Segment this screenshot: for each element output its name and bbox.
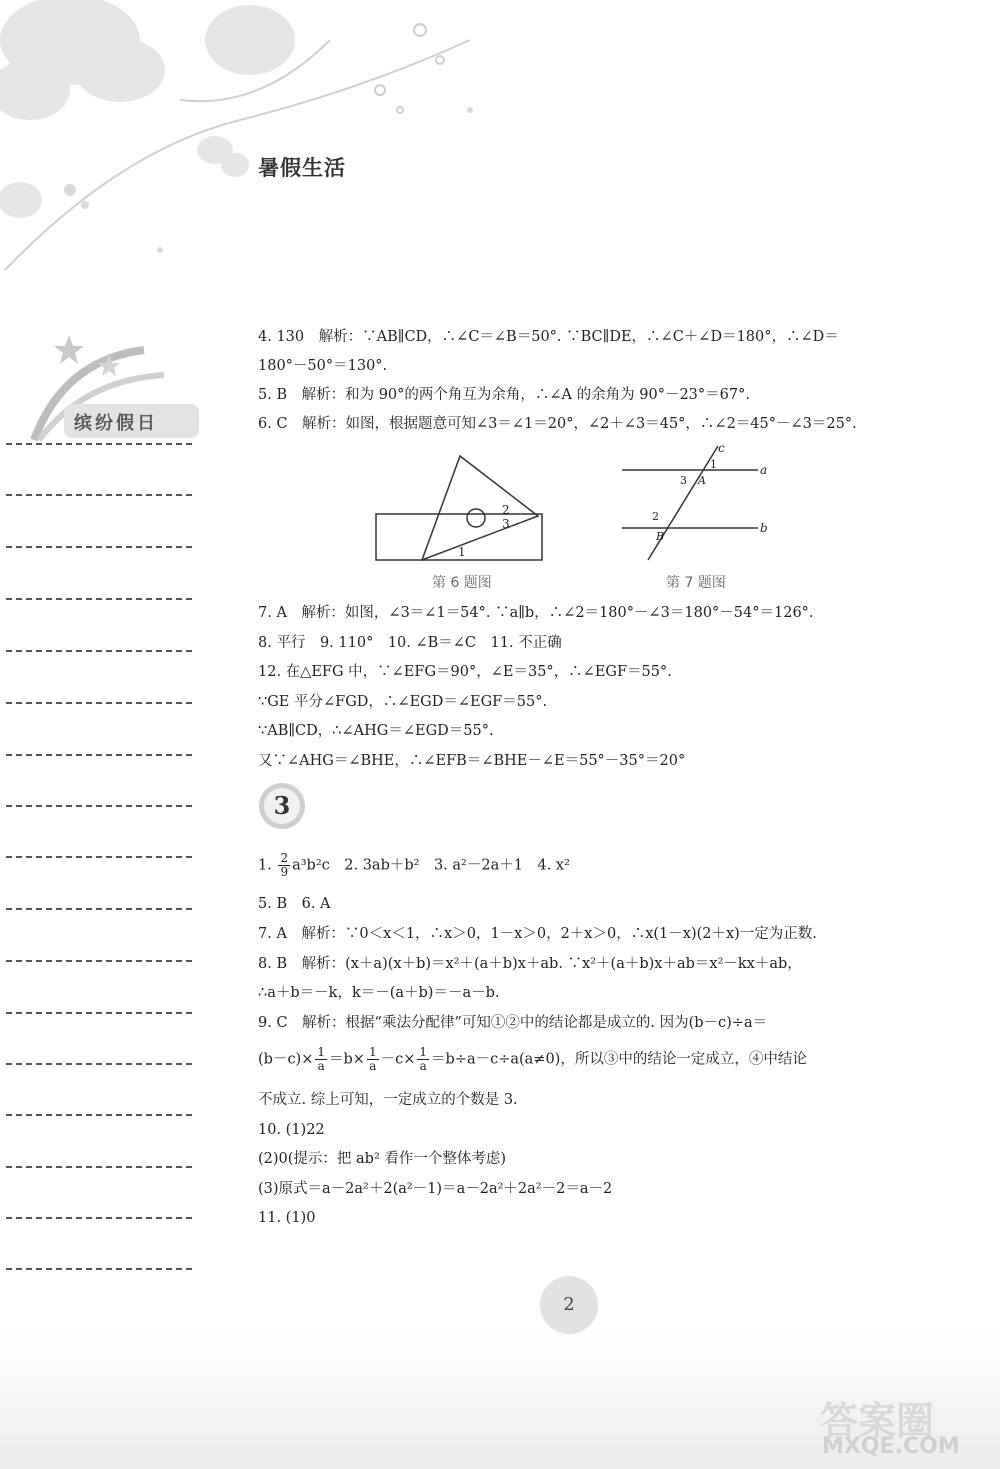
fraction-numerator: 1 xyxy=(317,1045,326,1059)
svg-text:A: A xyxy=(698,474,706,487)
svg-text:1: 1 xyxy=(710,458,717,471)
text-fragment: ＝b÷a－c÷a(a≠0)，所以③中的结论一定成立，④中结论 xyxy=(431,1051,807,1068)
s3-answer-8-line2: ∴a＋b＝－k，k＝－(a＋b)＝－a－b. xyxy=(258,985,500,1001)
svg-text:2: 2 xyxy=(502,503,510,517)
figure-7-diagram xyxy=(618,440,778,572)
answer-7: 7. A 解析：如图，∠3＝∠1＝54°. ∵a∥b，∴∠2＝180°－∠3＝180°－54°＝126°. xyxy=(258,605,814,621)
s3-answer-9-line3: 不成立. 综上可知，一定成立的个数是 3. xyxy=(258,1092,518,1108)
watermark-url: MXQE.COM xyxy=(822,1434,960,1459)
figure-7-caption: 第 7 题图 xyxy=(666,575,726,591)
page-number: 2 xyxy=(563,1294,575,1315)
fraction-numerator: 1 xyxy=(419,1045,428,1059)
fraction xyxy=(417,1046,429,1073)
note-line xyxy=(6,1217,192,1219)
note-line xyxy=(6,546,192,548)
note-line xyxy=(6,1114,192,1116)
note-line xyxy=(6,1166,192,1168)
note-line xyxy=(6,754,192,756)
fraction xyxy=(315,1046,327,1073)
figure-6-caption: 第 6 题图 xyxy=(432,575,492,591)
fraction xyxy=(278,852,290,879)
note-line xyxy=(6,1063,192,1065)
answer-12-line4: 又∵∠AHG＝∠BHE，∴∠EFB＝∠BHE－∠E＝55°－35°＝20° xyxy=(258,753,686,769)
watermark-logo: 答案圈 xyxy=(820,1399,935,1443)
s3-answer-9-line2 xyxy=(258,1046,807,1073)
svg-text:1: 1 xyxy=(458,545,466,559)
fraction xyxy=(367,1046,379,1073)
note-line xyxy=(6,856,192,858)
s3-answer-5-6: 5. B 6. A xyxy=(258,896,331,912)
svg-text:B: B xyxy=(656,530,665,543)
note-line xyxy=(6,1012,192,1014)
s3-answer-1-4 xyxy=(258,852,570,879)
note-line xyxy=(6,702,192,704)
s3-answer-1-label: 1. xyxy=(258,857,272,874)
svg-text:b: b xyxy=(760,521,768,535)
s3-answer-1-4-rest: a³b²c 2. 3ab＋b² 3. a²－2a＋1 4. x² xyxy=(292,857,570,874)
s3-answer-10-2: (2)0(提示：把 ab² 看作一个整体考虑) xyxy=(258,1151,507,1167)
note-line xyxy=(6,805,192,807)
answer-12-line1: 12. 在△EFG 中，∵∠EFG＝90°，∠E＝35°，∴∠EGF＝55°. xyxy=(258,664,672,680)
note-line xyxy=(6,494,192,496)
fraction-denominator: a xyxy=(317,1059,325,1073)
svg-text:3: 3 xyxy=(502,517,510,531)
note-line xyxy=(6,598,192,600)
s3-answer-11: 11. (1)0 xyxy=(258,1210,316,1226)
svg-text:2: 2 xyxy=(652,510,659,523)
s3-answer-10-1: 10. (1)22 xyxy=(258,1122,325,1138)
fraction-numerator: 2 xyxy=(280,851,289,865)
text-fragment: －c× xyxy=(380,1051,416,1068)
note-line xyxy=(6,650,192,652)
svg-text:a: a xyxy=(760,463,768,477)
fraction-denominator: a xyxy=(419,1059,427,1073)
note-line xyxy=(6,960,192,962)
text-fragment: (b－c)× xyxy=(258,1051,314,1068)
answer-6: 6. C 解析：如图，根据题意可知∠3＝∠1＝20°，∠2＋∠3＝45°，∴∠2＝45°－∠3＝25°. xyxy=(258,416,857,432)
fraction-denominator: 9 xyxy=(280,865,289,879)
answer-12-line2: ∵GE 平分∠FGD，∴∠EGD＝∠EGF＝55°. xyxy=(258,694,548,710)
answer-4-line2: 180°－50°＝130°. xyxy=(258,358,388,374)
svg-text:c: c xyxy=(718,441,725,455)
fraction-denominator: a xyxy=(369,1059,377,1073)
svg-text:3: 3 xyxy=(680,474,687,487)
note-line xyxy=(6,443,192,445)
fraction-numerator: 1 xyxy=(368,1045,377,1059)
answer-5: 5. B 解析：和为 90°的两个角互为余角，∴∠A 的余角为 90°－23°＝67°. xyxy=(258,387,750,403)
s3-answer-10-3: (3)原式＝a－2a²＋2(a²－1)＝a－2a²＋2a²－2＝a－2 xyxy=(258,1181,613,1197)
answer-12-line3: ∵AB∥CD，∴∠AHG＝∠EGD＝55°. xyxy=(258,723,494,739)
sidebar-badge-label: 缤纷假日 xyxy=(74,413,158,434)
note-line xyxy=(6,908,192,910)
section-number: 3 xyxy=(273,791,291,820)
s3-answer-8-line1: 8. B 解析：(x＋a)(x＋b)＝x²＋(a＋b)x＋ab. ∵x²＋(a＋b)x＋ab＝x²－kx＋ab， xyxy=(258,956,802,972)
s3-answer-9-line1: 9. C 解析：根据“乘法分配律”可知①②中的结论都是成立的. 因为(b－c)÷a＝ xyxy=(258,1015,768,1031)
figure-6-diagram xyxy=(372,452,547,567)
s3-answer-7: 7. A 解析：∵0＜x＜1，∴x＞0，1－x＞0，2＋x＞0，∴x(1－x)(2＋x)一定为正数. xyxy=(258,926,817,942)
answer-4-line1: 4. 130 解析：∵AB∥CD，∴∠C＝∠B＝50°. ∵BC∥DE，∴∠C＋∠D＝180°，∴∠D＝ xyxy=(258,329,839,345)
text-fragment: ＝b× xyxy=(329,1051,365,1068)
floral-decoration xyxy=(0,0,520,290)
answer-8-11: 8. 平行 9. 110° 10. ∠B＝∠C 11. 不正确 xyxy=(258,635,562,651)
note-line xyxy=(6,1268,192,1270)
header-title: 暑假生活 xyxy=(258,156,346,180)
